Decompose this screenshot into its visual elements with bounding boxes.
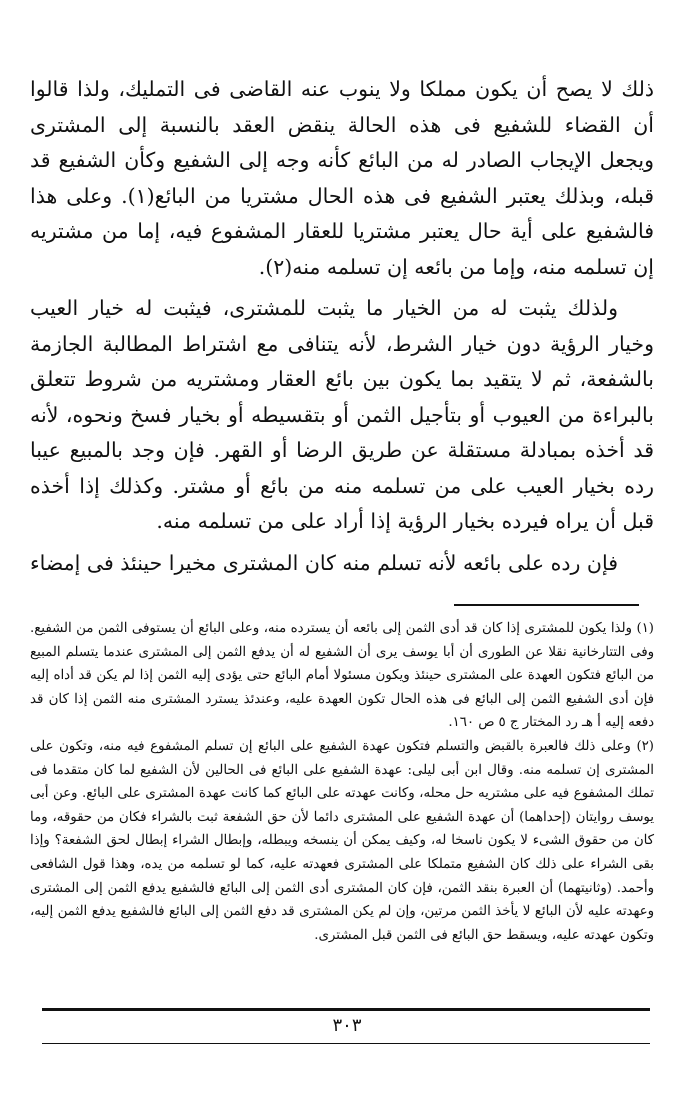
paragraph-3: فإن رده على بائعه لأنه تسلم منه كان المشترى مخيرا حينئذ فى إمضاء — [30, 550, 618, 575]
footnote-separator — [454, 604, 639, 606]
main-text — [30, 72, 654, 581]
paragraph-1: ذلك لا يصح أن يكون مملكا ولا ينوب عنه القاضى فى التمليك، ولذا قالوا أن القضاء للشفيع فى هذه الحالة ينقض العقد بالنسبة إلى المشترى ويجعل الإيجاب الصادر له من البائع كأنه وجه إلى الشفيع وكأن الشفيع قد قبله، وبذلك يعتبر الشفيع فى هذه الحال مشتريا من البائع(١). وعلى هذا فالشفيع على أية حال يعتبر مشتريا للعقار المشفوع فيه، إما من مشتريه إن تسلمه منه، وإما من بائعه إن تسلمه منه(٢). — [30, 77, 654, 279]
footer-rule-top — [42, 1008, 650, 1011]
footer-rule-bottom — [42, 1043, 650, 1044]
paragraph-2: ولذلك يثبت له من الخيار ما يثبت للمشترى، فيثبت له خيار العيب وخيار الرؤية دون خيار الشرط، لأنه يتنافى مع اشتراط المطالبة الجازمة بالشفعة، ثم لا يتقيد بما يكون بين بائع العقار ومشتريه من شروط تتعلق بالبراءة من العيوب أو بتأجيل الثمن أو بتقسيطه أو بخيار فسخ ونحوه، لأنه قد أخذه بمبادلة مستقلة عن طريق الرضا أو القهر. فإن وجد بالمبيع عيبا رده بخيار العيب على من تسلمه منه من بائع أو مشتر. وكذلك إذا أخذه قبل أن يراه فيرده بخيار الرؤية إذا أراد على من تسلمه منه. — [30, 296, 654, 533]
footnotes — [30, 617, 654, 947]
page-number: ٣٠٣ — [332, 1015, 362, 1036]
footnote-1: (١) ولذا يكون للمشترى إذا كان قد أدى الثمن إلى بائعه أن يسترده منه، وعلى البائع أن يستوفى الثمن من الشفيع. وفى التتارخانية نقلا عن الطورى أن أبا يوسف يرى أن الشفيع له أن يدفع الثمن إلى المشترى عندما يتسلم المبيع من البائع فتكون العهدة على المشترى حينئذ ويكون مسئولا أمام البائع حتى يؤدى إليه الثمن إذا لم يكن قد أداه إليه فإن أدى الشفيع الثمن إلى البائع فى هذه الحال تكون العهدة عليه، وعندئذ يسترد المشترى منه الثمن إذا كان قد دفعه إليه أ هـ رد المختار ج ٥ ص ١٦٠. — [30, 621, 654, 731]
footnote-2: (٢) وعلى ذلك فالعبرة بالقبض والتسلم فتكون عهدة الشفيع على البائع إن تسلم المشفوع فيه منه، وتكون على المشترى إن تسلمه منه. وقال ابن أبى ليلى: عهدة الشفيع على البائع فى الحالين لأن الشفيع لما كان متقدما فى تملك المشفوع فيه على مشتريه حل محله، وكانت عهدته على البائع كما كانت عهدة المشترى على البائع. وعن أبى يوسف روايتان (إحداهما) أن عهدة الشفيع على المشترى دائما لأن حق الشفعة ثبت بالشراء فكان من حقوقه، وما كان من حقوق الشىء لا يكون ناسخا له، وكيف يمكن أن ينسخه ويبطله، وإبطال الشراء إبطال لحق الشفعة؟ وإذا بقى الشراء على ذلك كان الشفيع متملكا على المشترى فعهدته عليه، كما لو تسلمه من يده، وهذا قول الشافعى وأحمد. (وثانيتهما) أن العبرة بنقد الثمن، فإن كان المشترى أدى الثمن إلى البائع فالشفيع يدفع الثمن إلى المشترى وعهدته عليه لأن البائع لا يأخذ الثمن مرتين، وإن لم يكن المشترى قد دفع الثمن إلى البائع فالشفيع يدفع الثمن إليه، وتكون عهدته عليه، ويسقط حق البائع فى الثمن قبل المشترى. — [30, 738, 654, 943]
